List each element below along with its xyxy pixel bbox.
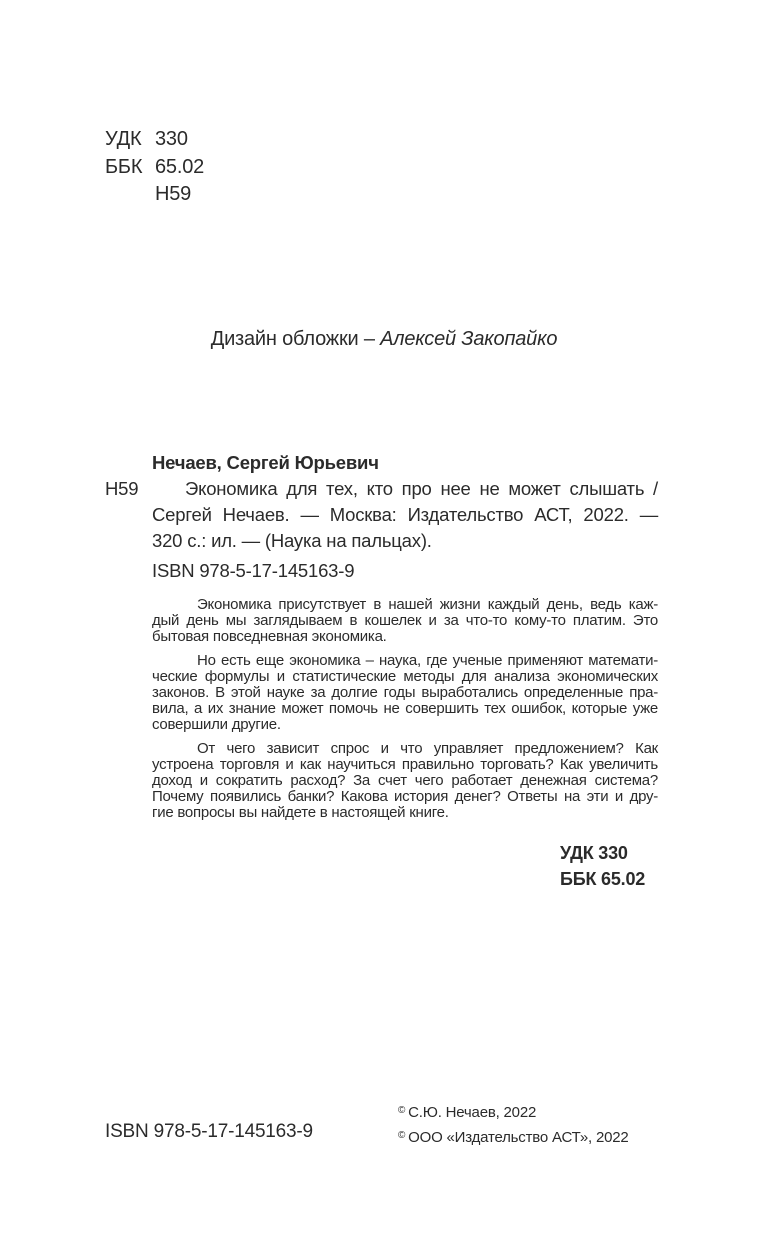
author-heading: Нечаев, Сергей Юрьевич: [152, 452, 379, 473]
bbk-label: ББК: [105, 155, 143, 178]
copyright-icon: ©: [398, 1129, 406, 1141]
annotation: [152, 597, 658, 822]
annotation-line: законов. В этой науке за долгие годы выработались определенные пра-: [152, 684, 658, 702]
catalog-description-line: 320 с.: ил. — (Наука на пальцах).: [152, 530, 432, 551]
catalog-card: [105, 450, 658, 584]
annotation-paragraph: [152, 653, 658, 734]
copyright-line: [398, 1125, 629, 1150]
annotation-line: гие вопросы вы найдете в настоящей книге.: [152, 804, 449, 822]
copyright-text: С.Ю. Нечаев, 2022: [408, 1104, 537, 1121]
author-code-row: [105, 181, 204, 209]
annotation-line: вила, а их знание может помочь не совершить тех ошибок, которые уже: [152, 700, 658, 718]
bbk-footer: ББК 65.02: [560, 869, 646, 889]
annotation-line: Экономика присутствует в нашей жизни каждый день, ведь каж-: [197, 596, 658, 613]
classification-block: [105, 126, 204, 209]
udk-label: УДК: [105, 128, 142, 150]
copyright-icon: ©: [398, 1105, 406, 1116]
catalog-isbn: ISBN 978-5-17-145163-9: [152, 560, 355, 581]
annotation-line: устроена торговля и как научиться правильно торговать? Как увеличить: [152, 755, 658, 773]
copyright-line: [398, 1100, 629, 1125]
annotation-line: бытовая повседневная экономика.: [152, 628, 387, 646]
udk-row: [105, 126, 204, 154]
annotation-line: ческие формулы и статистические методы для анализа экономических: [152, 667, 658, 685]
annotation-paragraph: [152, 741, 658, 822]
margin-author-code: Н59: [105, 478, 139, 499]
classification-footer: [560, 840, 645, 892]
author-code-label: [105, 181, 155, 209]
bbk-value: 65.02: [155, 155, 205, 178]
annotation-line: дый день мы заглядываем в кошелек и за что-то кому-то платим. Это: [152, 612, 658, 630]
cover-design-credit-prefix: Дизайн обложки –: [210, 328, 381, 350]
copyright-text: ООО «Издательство АСТ», 2022: [408, 1128, 629, 1146]
author-code-value: Н59: [155, 183, 192, 205]
udk-value: 330: [155, 128, 188, 150]
annotation-line: совершили другие.: [152, 716, 281, 734]
cover-designer-name: Алексей Закопайко: [380, 328, 558, 350]
annotation-line: доход и сократить расход? За счет чего работает денежная система?: [152, 772, 658, 790]
annotation-line: От чего зависит спрос и что управляет предложением? Как: [197, 739, 658, 757]
catalog-description-line: Экономика для тех, кто про нее не может слышать /: [185, 478, 658, 499]
annotation-paragraph: [152, 597, 658, 646]
footer-copyrights: [398, 1100, 629, 1149]
annotation-line: Почему появились банки? Какова история денег? Ответы на эти и дру-: [152, 788, 658, 806]
catalog-description-line: Сергей Нечаев. — Москва: Издательство АСТ, 2022. —: [152, 504, 658, 525]
udk-footer: УДК 330: [560, 843, 628, 863]
footer-isbn: ISBN 978-5-17-145163-9: [105, 1121, 313, 1142]
cover-design-credit: [0, 325, 768, 353]
bbk-row: [105, 154, 204, 182]
annotation-line: Но есть еще экономика – наука, где ученые применяют математи-: [197, 651, 658, 669]
